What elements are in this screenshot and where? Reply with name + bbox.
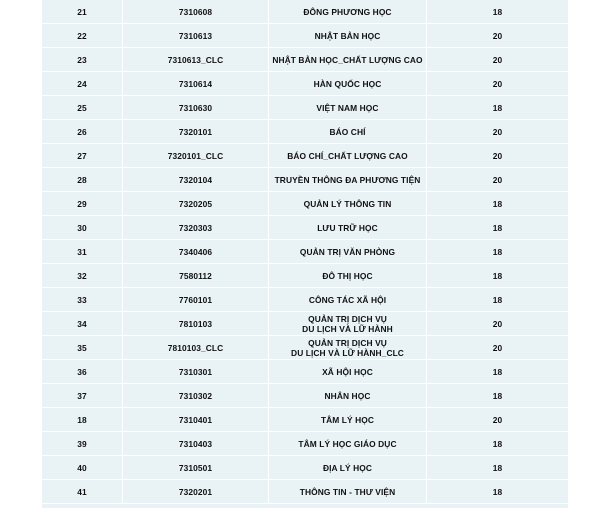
cell-major-name: [268, 456, 426, 480]
cell-major-code: 7320201: [122, 480, 268, 504]
cell-major-code: 7320205: [122, 192, 268, 216]
major-name-line: NHẬT BẢN HỌC_CHẤT LƯỢNG CAO: [272, 55, 423, 65]
cell-score: 18: [426, 432, 568, 456]
cell-major-code: 7310401: [122, 408, 268, 432]
cell-score: 20: [426, 24, 568, 48]
table-row: [42, 0, 568, 24]
cell-stt: 27: [77, 151, 87, 161]
cell-major-name: [268, 288, 426, 312]
cell-stt: 21: [77, 7, 87, 17]
cell-major-code: 7320101: [122, 120, 268, 144]
major-name-line: TÂM LÝ HỌC: [320, 415, 375, 425]
cell-stt: 23: [77, 55, 87, 65]
cell-major-name: [268, 432, 426, 456]
cell-major-code: 7340406: [122, 240, 268, 264]
cell-stt: 35: [77, 343, 87, 353]
cell-stt: 25: [77, 103, 87, 113]
table-row: [42, 216, 568, 240]
cell-major-name: [268, 96, 426, 120]
cell-major-code: 7310403: [122, 432, 268, 456]
cell-score: 18: [426, 96, 568, 120]
major-name-line: ĐÔ THỊ HỌC: [322, 271, 373, 281]
table-row: [42, 96, 568, 120]
cell-stt: 26: [77, 127, 87, 137]
cell-major-code: 7810103_CLC: [122, 336, 268, 360]
major-name-line: CÔNG TÁC XÃ HỘI: [308, 295, 387, 305]
table-row: [42, 240, 568, 264]
cell-major-code: 7310608: [122, 0, 268, 24]
major-name-line: NHẬT BẢN HỌC: [314, 31, 381, 41]
cell-major-name: [268, 480, 426, 504]
cell-major-code: 7310302: [122, 384, 268, 408]
table-row: [42, 48, 568, 72]
cell-stt: 28: [77, 175, 87, 185]
cell-score: 20: [426, 120, 568, 144]
major-name-line: XÃ HỘI HỌC: [322, 367, 373, 377]
major-name-line: LƯU TRỮ HỌC: [317, 223, 378, 233]
cell-major-name: [268, 144, 426, 168]
cell-score: 18: [426, 384, 568, 408]
table-row: [42, 312, 568, 336]
row-divider: [42, 503, 568, 504]
cell-stt: 34: [77, 319, 87, 329]
cell-major-name: [268, 0, 426, 24]
cell-major-code: 7310613: [122, 24, 268, 48]
major-name-line: HÀN QUỐC HỌC: [313, 79, 382, 89]
cell-score: 18: [426, 456, 568, 480]
cell-major-code: 7310501: [122, 456, 268, 480]
cell-major-name: [268, 120, 426, 144]
cell-stt: 36: [77, 367, 87, 377]
table-row: [42, 168, 568, 192]
cell-major-code: 7310630: [122, 96, 268, 120]
cell-score: 18: [426, 288, 568, 312]
cell-major-name: [268, 408, 426, 432]
cell-major-name: [268, 240, 426, 264]
cell-score: 20: [426, 168, 568, 192]
cell-major-name: [268, 312, 426, 336]
cell-score: 18: [426, 240, 568, 264]
table-row: [42, 336, 568, 360]
major-name-line: BÁO CHÍ_CHẤT LƯỢNG CAO: [287, 151, 408, 161]
cell-stt: 37: [77, 391, 87, 401]
table-row: [42, 264, 568, 288]
table-row: [42, 144, 568, 168]
major-name-line: ĐỊA LÝ HỌC: [322, 463, 373, 473]
major-name-line: BÁO CHÍ: [329, 127, 366, 137]
cell-score: 18: [426, 0, 568, 24]
cell-major-name: [268, 192, 426, 216]
cell-major-code: 7310614: [122, 72, 268, 96]
table-row: [42, 192, 568, 216]
major-name-line: NHÂN HỌC: [324, 391, 371, 401]
table-row: [42, 24, 568, 48]
table-row: [42, 480, 568, 504]
cell-stt: 30: [77, 223, 87, 233]
cell-major-code: 7320101_CLC: [122, 144, 268, 168]
cell-major-code: 7310613_CLC: [122, 48, 268, 72]
major-name-line: VIỆT NAM HỌC: [316, 103, 379, 113]
cell-stt: 40: [77, 463, 87, 473]
cell-stt: 32: [77, 271, 87, 281]
major-name-line: DU LỊCH VÀ LỮ HÀNH_CLC: [291, 348, 404, 358]
cell-stt: 29: [77, 199, 87, 209]
cell-major-name: [268, 384, 426, 408]
table-row: [42, 384, 568, 408]
cell-stt: 22: [77, 31, 87, 41]
cell-major-name: [268, 72, 426, 96]
cell-major-name: [268, 264, 426, 288]
major-name-line: QUẢN TRỊ DỊCH VỤ: [308, 314, 387, 324]
cell-score: 20: [426, 408, 568, 432]
major-name-line: QUẢN LÝ THÔNG TIN: [303, 199, 392, 209]
table-row: [42, 456, 568, 480]
major-name-line: ĐÔNG PHƯƠNG HỌC: [303, 7, 392, 17]
cell-stt: 24: [77, 79, 87, 89]
cell-major-code: 7310301: [122, 360, 268, 384]
cell-score: 20: [426, 336, 568, 360]
cell-score: 18: [426, 216, 568, 240]
cell-stt: 33: [77, 295, 87, 305]
cell-stt: 31: [77, 247, 87, 257]
cell-major-name: [268, 24, 426, 48]
major-name-line: TRUYỀN THÔNG ĐA PHƯƠNG TIỆN: [274, 175, 421, 185]
table-row: [42, 408, 568, 432]
cell-major-name: [268, 336, 426, 360]
table-row: [42, 360, 568, 384]
cell-stt: 39: [77, 439, 87, 449]
cell-stt: 41: [77, 487, 87, 497]
cell-major-name: [268, 168, 426, 192]
cell-major-code: 7580112: [122, 264, 268, 288]
cell-major-name: [268, 360, 426, 384]
major-name-line: QUẢN TRỊ VĂN PHÒNG: [299, 247, 396, 257]
table-row: [42, 72, 568, 96]
cell-stt: 18: [77, 415, 87, 425]
cell-major-code: 7320104: [122, 168, 268, 192]
cell-major-name: [268, 216, 426, 240]
major-name-line: QUẢN TRỊ DỊCH VỤ: [308, 338, 387, 348]
cell-major-code: 7810103: [122, 312, 268, 336]
cell-score: 20: [426, 72, 568, 96]
cell-score: 20: [426, 48, 568, 72]
cell-major-name: [268, 48, 426, 72]
cell-score: 20: [426, 144, 568, 168]
major-name-line: THÔNG TIN - THƯ VIỆN: [299, 487, 396, 497]
table-row: [42, 120, 568, 144]
table-row: [42, 432, 568, 456]
cell-score: 18: [426, 360, 568, 384]
cell-major-code: 7320303: [122, 216, 268, 240]
cell-score: 20: [426, 312, 568, 336]
major-name-line: DU LỊCH VÀ LỮ HÀNH: [302, 324, 393, 334]
cell-score: 18: [426, 192, 568, 216]
cell-major-code: 7760101: [122, 288, 268, 312]
cell-score: 18: [426, 264, 568, 288]
admission-score-table: [42, 0, 568, 508]
major-name-line: TÂM LÝ HỌC GIÁO DỤC: [298, 439, 397, 449]
cell-score: 18: [426, 480, 568, 504]
table-row: [42, 288, 568, 312]
